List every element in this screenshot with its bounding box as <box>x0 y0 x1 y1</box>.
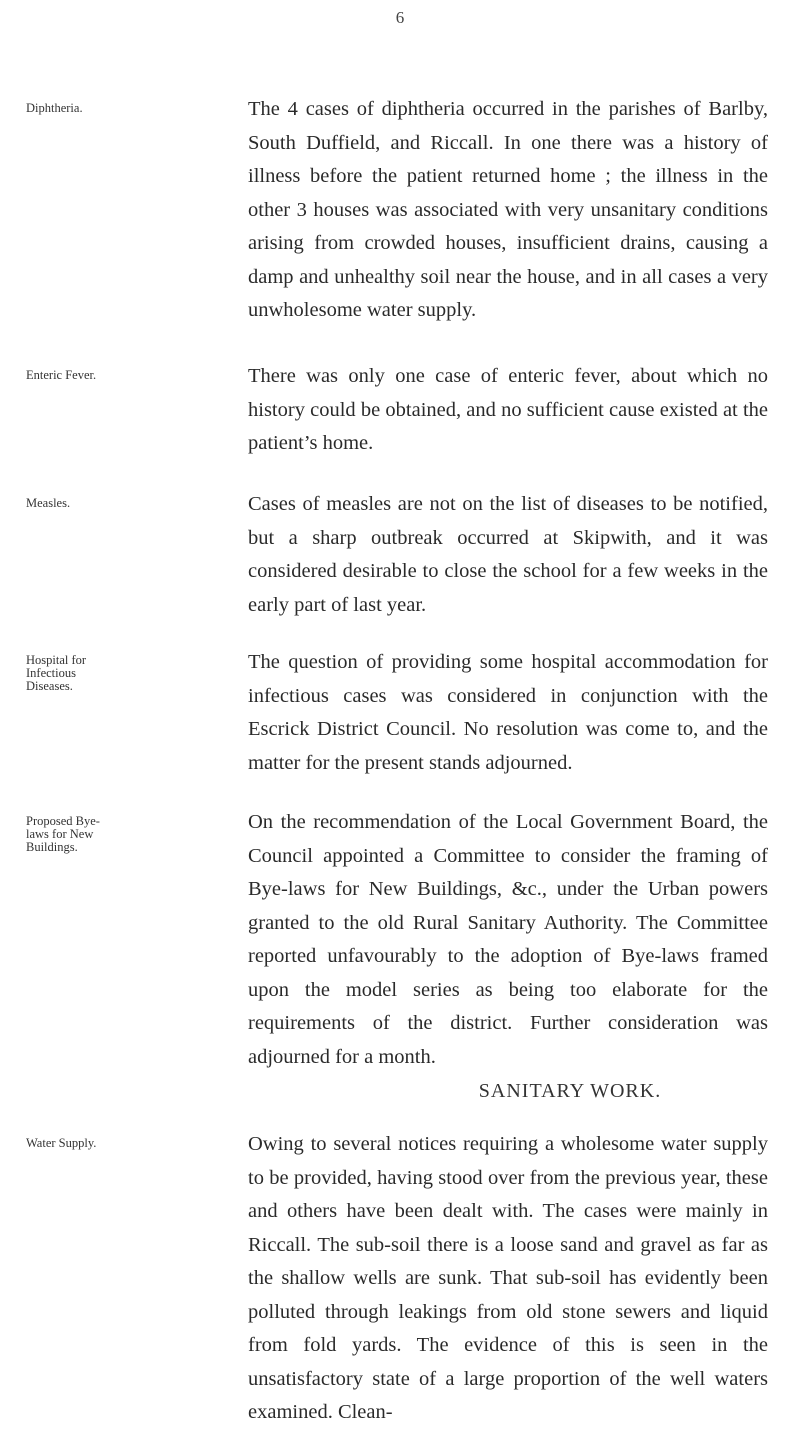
margin-note-hospital: Hospital for Infectious Diseases. <box>26 653 87 693</box>
margin-note-bye-laws: Proposed Bye-laws for New Buildings. <box>26 814 100 854</box>
margin-note-enteric-fever: Enteric Fever. <box>26 368 97 382</box>
paragraph-bye-laws: On the recommendation of the Local Government Board, the Council appointed a Committee to consider the framing of Bye-laws for New Buildings, &c., under the Urban powers granted to the old Rural Sanitary Authority. The Committee reported unfavourably to the adoption of Bye-laws framed upon the model series as being too elaborate for the requirements of the district. Further consideration was adjourned for a month. <box>248 811 768 1068</box>
paragraph-hospital: The question of providing some hospital accommodation for infectious cases was considered in conjunction with the Escrick District Council. No resolution was come to, and the matter for the present stands adjourned. <box>248 651 768 774</box>
margin-note-water-supply: Water Supply. <box>26 1136 97 1150</box>
page-number: 6 <box>395 8 405 27</box>
paragraph-enteric-fever: There was only one case of enteric fever, about which no history could be obtained, and no sufficient cause existed at the patient’s home. <box>248 365 768 454</box>
paragraph-water-supply: Owing to several notices requiring a wholesome water supply to be provided, having stood over from the previous year, these and others have been dealt with. The cases were mainly in Riccall. The sub-soil there is a loose sand and gravel as far as the shallow wells are sunk. That sub-soil has evidently been polluted through leakings from old stone sewers and liquid from fold yards. The evidence of this is seen in the unsatisfactory state of a large proportion of the well waters examined. Clean- <box>248 1133 768 1423</box>
margin-note-diphtheria: Diphtheria. <box>26 101 83 115</box>
paragraph-measles: Cases of measles are not on the list of diseases to be notified, but a sharp outbreak occurred at Skipwith, and it was considered desirable to close the school for a few weeks in the early part of last year. <box>248 493 768 616</box>
margin-note-measles: Measles. <box>26 496 71 510</box>
paragraph-diphtheria: The 4 cases of diphtheria occurred in the parishes of Barlby, South Duffield, and Riccall. In one there was a history of illness before the patient returned home ; the illness in the other 3 houses was associated with very unsanitary conditions arising from crowded houses, insufficient drains, causing a damp and unhealthy soil near the house, and in all cases a very unwholesome water supply. <box>248 98 768 321</box>
section-heading-sanitary-work: SANITARY WORK. <box>478 1080 662 1102</box>
